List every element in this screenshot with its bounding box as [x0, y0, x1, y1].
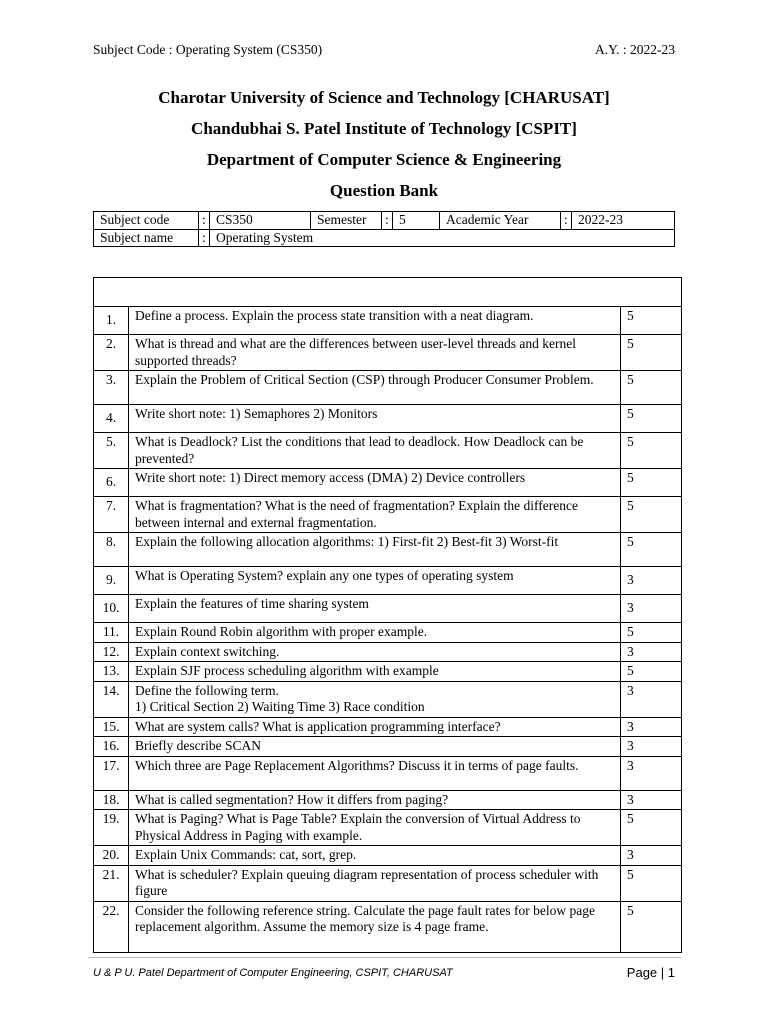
question-text: Explain the following allocation algorithms: 1) First-fit 2) Best-fit 3) Worst-fit: [129, 533, 621, 567]
question-number: 9.: [94, 567, 129, 595]
colon: :: [199, 229, 210, 247]
question-number: 6.: [94, 469, 129, 497]
colon: :: [199, 212, 210, 230]
question-marks: 5: [621, 335, 682, 371]
question-row: [94, 717, 682, 737]
question-text: Which three are Page Replacement Algorithms? Discuss it in terms of page faults.: [129, 756, 621, 790]
question-row: [94, 901, 682, 952]
question-marks: 3: [621, 790, 682, 810]
question-marks: 5: [621, 810, 682, 846]
question-row: [94, 865, 682, 901]
question-text: Write short note: 1) Direct memory access (DMA) 2) Device controllers: [129, 469, 621, 497]
question-marks: 5: [621, 433, 682, 469]
question-row: [94, 662, 682, 682]
question-text: Explain Round Robin algorithm with proper example.: [129, 623, 621, 643]
question-number: 13.: [94, 662, 129, 682]
question-marks: 3: [621, 681, 682, 717]
question-text: Consider the following reference string. Calculate the page fault rates for below page replacement algorithm. Assume the memory size is 4 page frame.: [129, 901, 621, 952]
institute-title: Chandubhai S. Patel Institute of Technology [CSPIT]: [191, 119, 577, 138]
question-text: What are system calls? What is application programming interface?: [129, 717, 621, 737]
header-cell: [94, 278, 682, 307]
question-number: 5.: [94, 433, 129, 469]
question-row: [94, 642, 682, 662]
academic-year-value: 2022-23: [572, 212, 675, 230]
question-row: [94, 790, 682, 810]
question-row: [94, 595, 682, 623]
question-row: [94, 623, 682, 643]
semester-value: 5: [393, 212, 440, 230]
question-row: [94, 756, 682, 790]
question-table: [93, 277, 682, 953]
question-marks: 3: [621, 846, 682, 866]
question-text: Explain Unix Commands: cat, sort, grep.: [129, 846, 621, 866]
question-text: Briefly describe SCAN: [129, 737, 621, 757]
question-marks: 3: [621, 717, 682, 737]
question-marks: 5: [621, 533, 682, 567]
question-text: What is called segmentation? How it differs from paging?: [129, 790, 621, 810]
question-number: 15.: [94, 717, 129, 737]
question-row: [94, 567, 682, 595]
question-number: 11.: [94, 623, 129, 643]
question-marks: 3: [621, 567, 682, 595]
subject-info-row-1: [94, 212, 675, 230]
question-row: [94, 846, 682, 866]
question-number: 10.: [94, 595, 129, 623]
question-number: 20.: [94, 846, 129, 866]
subject-info-table: [93, 211, 675, 247]
question-marks: 5: [621, 901, 682, 952]
question-text: Explain context switching.: [129, 642, 621, 662]
question-number: 8.: [94, 533, 129, 567]
question-row: [94, 433, 682, 469]
question-marks: 3: [621, 595, 682, 623]
subject-name-value: Operating System: [210, 229, 675, 247]
question-row: [94, 469, 682, 497]
question-text: What is Operating System? explain any one types of operating system: [129, 567, 621, 595]
university-title: Charotar University of Science and Technology [CHARUSAT]: [158, 88, 610, 107]
question-row: [94, 810, 682, 846]
question-number: 4.: [94, 405, 129, 433]
question-number: 16.: [94, 737, 129, 757]
question-number: 18.: [94, 790, 129, 810]
colon: :: [382, 212, 393, 230]
question-number: 22.: [94, 901, 129, 952]
question-text: Explain the features of time sharing system: [129, 595, 621, 623]
question-marks: 3: [621, 756, 682, 790]
question-table-header: [94, 278, 682, 307]
question-marks: 5: [621, 469, 682, 497]
question-number: 1.: [94, 307, 129, 335]
question-row: [94, 371, 682, 405]
header-subject-code: Subject Code : Operating System (CS350): [93, 42, 323, 57]
question-number: 3.: [94, 371, 129, 405]
question-text: What is Deadlock? List the conditions that lead to deadlock. How Deadlock can be prevented?: [129, 433, 621, 469]
question-row: [94, 533, 682, 567]
academic-year-label: Academic Year: [440, 212, 561, 230]
question-row: [94, 497, 682, 533]
question-number: 7.: [94, 497, 129, 533]
question-number: 2.: [94, 335, 129, 371]
subject-info-row-2: [94, 229, 675, 247]
question-number: 14.: [94, 681, 129, 717]
question-text: What is Paging? What is Page Table? Explain the conversion of Virtual Address to Physical Address in Paging with example.: [129, 810, 621, 846]
subject-name-label: Subject name: [94, 229, 199, 247]
document-title: Question Bank: [329, 181, 439, 200]
department-title: Department of Computer Science & Engineering: [206, 150, 562, 169]
question-marks: 5: [621, 623, 682, 643]
question-text: Explain SJF process scheduling algorithm with example: [129, 662, 621, 682]
question-row: [94, 335, 682, 371]
question-text: Define a process. Explain the process state transition with a neat diagram.: [129, 307, 621, 335]
footer-department: U & P U. Patel Department of Computer Engineering, CSPIT, CHARUSAT: [93, 967, 453, 979]
question-marks: 3: [621, 642, 682, 662]
subject-code-label: Subject code: [94, 212, 199, 230]
question-marks: 5: [621, 371, 682, 405]
subject-code-value: CS350: [210, 212, 311, 230]
question-marks: 5: [621, 307, 682, 335]
question-number: 12.: [94, 642, 129, 662]
question-text: Define the following term. 1) Critical Section 2) Waiting Time 3) Race condition: [129, 681, 621, 717]
question-text: What is scheduler? Explain queuing diagram representation of process scheduler with figure: [129, 865, 621, 901]
question-number: 17.: [94, 756, 129, 790]
question-text: Explain the Problem of Critical Section (CSP) through Producer Consumer Problem.: [129, 371, 621, 405]
footer-divider: [88, 957, 681, 958]
question-text: What is thread and what are the differences between user-level threads and kernel supported threads?: [129, 335, 621, 371]
question-text: What is fragmentation? What is the need of fragmentation? Explain the difference between internal and external fragmentation.: [129, 497, 621, 533]
footer-page-number: Page | 1: [626, 965, 675, 980]
question-row: [94, 681, 682, 717]
question-marks: 5: [621, 662, 682, 682]
header-academic-year: A.Y. : 2022-23: [594, 42, 675, 57]
question-row: [94, 737, 682, 757]
question-marks: 3: [621, 737, 682, 757]
question-text: Write short note: 1) Semaphores 2) Monitors: [129, 405, 621, 433]
question-number: 19.: [94, 810, 129, 846]
question-marks: 5: [621, 405, 682, 433]
question-marks: 5: [621, 497, 682, 533]
semester-label: Semester: [311, 212, 382, 230]
question-row: [94, 405, 682, 433]
question-row: [94, 307, 682, 335]
colon: :: [561, 212, 572, 230]
question-marks: 5: [621, 865, 682, 901]
question-number: 21.: [94, 865, 129, 901]
